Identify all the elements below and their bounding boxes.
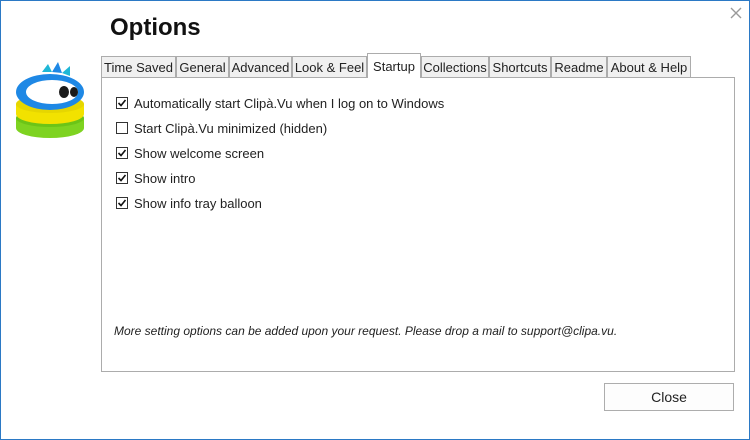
- tab-shortcuts[interactable]: Shortcuts: [489, 56, 551, 77]
- checkmark-icon: [117, 98, 127, 108]
- welcome-screen-label: Show welcome screen: [134, 145, 265, 161]
- tab-time-saved[interactable]: Time Saved: [101, 56, 176, 77]
- show-intro-label: Show intro: [134, 170, 196, 186]
- tab-advanced[interactable]: Advanced: [229, 56, 292, 77]
- welcome-screen-checkbox[interactable]: [116, 147, 128, 159]
- startup-panel: [101, 77, 735, 372]
- tab-collections[interactable]: Collections: [421, 56, 489, 77]
- tab-readme[interactable]: Readme: [551, 56, 607, 77]
- dialog-title: Options: [110, 14, 201, 41]
- close-icon: [730, 7, 742, 19]
- checkmark-icon: [117, 173, 127, 183]
- tab-about-and-help[interactable]: About & Help: [607, 56, 691, 77]
- clipavu-logo-icon: [12, 60, 92, 144]
- request-note: More setting options can be added upon your request. Please drop a mail to support@clipa.vu.: [114, 324, 618, 338]
- option-auto-start[interactable]: [116, 94, 444, 112]
- option-tray-balloon[interactable]: [116, 194, 262, 212]
- tray-balloon-checkbox[interactable]: [116, 197, 128, 209]
- option-start-minimized[interactable]: [116, 119, 327, 137]
- option-show-intro[interactable]: [116, 169, 195, 187]
- checkmark-icon: [117, 198, 127, 208]
- tray-balloon-label: Show info tray balloon: [134, 195, 262, 211]
- start-minimized-checkbox[interactable]: [116, 122, 128, 134]
- auto-start-checkbox[interactable]: [116, 97, 128, 109]
- checkmark-icon: [117, 148, 127, 158]
- auto-start-label: Automatically start Clipà.Vu when I log on to Windows: [134, 95, 445, 111]
- close-button[interactable]: Close: [604, 383, 734, 411]
- start-minimized-label: Start Clipà.Vu minimized (hidden): [134, 120, 328, 136]
- window-close-button[interactable]: [726, 2, 746, 24]
- tab-startup[interactable]: Startup: [367, 53, 421, 78]
- option-welcome-screen[interactable]: [116, 144, 264, 162]
- show-intro-checkbox[interactable]: [116, 172, 128, 184]
- tab-general[interactable]: General: [176, 56, 229, 77]
- tab-look-and-feel[interactable]: Look & Feel: [292, 56, 367, 77]
